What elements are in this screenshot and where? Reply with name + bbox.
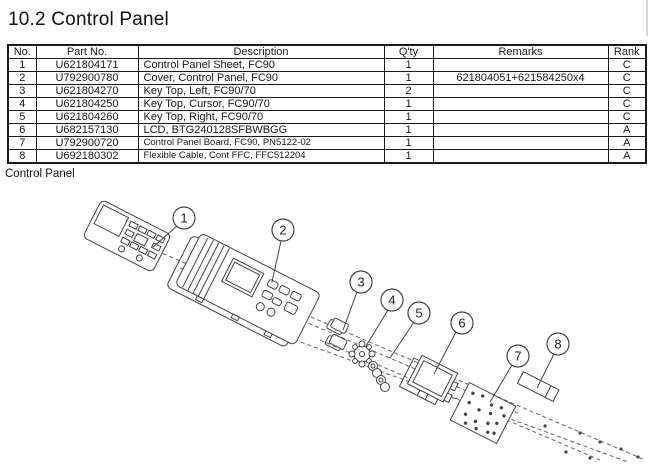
callout-4 [366,289,403,346]
table-cell [433,124,608,137]
table-cell: U621804250 [36,98,138,111]
table-cell: 1 [384,111,433,124]
table-cell: 1 [8,59,36,72]
col-header-qty: Q'ty [384,45,433,59]
table-cell: 1 [384,98,433,111]
table-cell [433,137,608,150]
part-lcd [399,353,462,410]
table-cell: U792900780 [36,72,138,85]
svg-text:8: 8 [554,336,562,352]
table-row [8,59,646,72]
col-header-rank: Rank [608,45,646,59]
part-control-panel-sheet [83,200,172,273]
table-cell: U682157130 [36,124,138,137]
parts-table-body [8,59,646,164]
table-row [8,85,646,98]
svg-text:3: 3 [357,274,365,290]
table-cell: 1 [384,150,433,164]
svg-text:1: 1 [180,210,188,226]
table-cell: 6 [8,124,36,137]
table-cell: 5 [8,111,36,124]
svg-text:4: 4 [388,292,396,308]
table-cell: 4 [8,98,36,111]
table-cell: 1 [384,124,433,137]
table-cell: C [608,85,646,98]
table-cell: Key Top, Left, FC90/70 [138,85,384,98]
table-cell: U692180302 [36,150,138,164]
table-cell: 8 [8,150,36,164]
svg-text:6: 6 [458,315,466,331]
table-cell: 7 [8,137,36,150]
table-cell: 1 [384,72,433,85]
table-row [8,137,646,150]
table-cell: U621804270 [36,85,138,98]
col-header-part-no: Part No. [36,45,138,59]
table-cell [433,111,608,124]
table-row [8,72,646,85]
table-cell: C [608,59,646,72]
table-row [8,124,646,137]
table-cell [433,98,608,111]
table-cell: Flexible Cable, Cont FFC, FFC512204 [138,150,384,164]
table-cell: Cover, Control Panel, FC90 [138,72,384,85]
table-cell: 3 [8,85,36,98]
table-header-row [8,45,646,59]
table-cell: 1 [384,59,433,72]
parts-table [7,44,647,164]
table-cell: 2 [8,72,36,85]
callout-3 [343,271,372,330]
table-cell: Key Top, Right, FC90/70 [138,111,384,124]
table-cell [433,150,608,164]
table-row [8,111,646,124]
table-cell: C [608,111,646,124]
part-cover-control-panel [166,230,321,351]
table-cell: 621804051+621584250x4 [433,72,608,85]
svg-text:2: 2 [279,222,287,238]
table-cell: 2 [384,85,433,98]
table-cell: A [608,124,646,137]
table-cell: Control Panel Sheet, FC90 [138,59,384,72]
window-edge-artifact [646,0,648,36]
table-cell: 1 [384,137,433,150]
table-cell: U621804260 [36,111,138,124]
table-cell: Control Panel Board, FC90, PN5122-02 [138,137,384,150]
page-title: 10.2 Control Panel [8,9,169,30]
table-cell: C [608,98,646,111]
col-header-description: Description [138,45,384,59]
table-cell: A [608,137,646,150]
table-cell [433,85,608,98]
table-cell: LCD, BTG240128SFBWBGG [138,124,384,137]
table-cell: A [608,150,646,164]
svg-text:5: 5 [415,305,423,321]
table-cell [433,59,608,72]
svg-text:7: 7 [514,348,522,364]
table-cell: U621804171 [36,59,138,72]
callout-1 [153,207,195,247]
exploded-diagram [0,190,651,469]
callout-8 [537,333,569,388]
col-header-remarks: Remarks [433,45,608,59]
table-cell: Key Top, Cursor, FC90/70 [138,98,384,111]
part-key-top-left [319,316,354,352]
part-key-top-right [369,362,390,392]
section-label: Control Panel [5,168,75,180]
table-cell: C [608,72,646,85]
table-row [8,98,646,111]
col-header-no: No. [8,45,36,59]
table-cell: U792900720 [36,137,138,150]
part-control-panel-board [450,382,515,443]
table-row [8,150,646,164]
